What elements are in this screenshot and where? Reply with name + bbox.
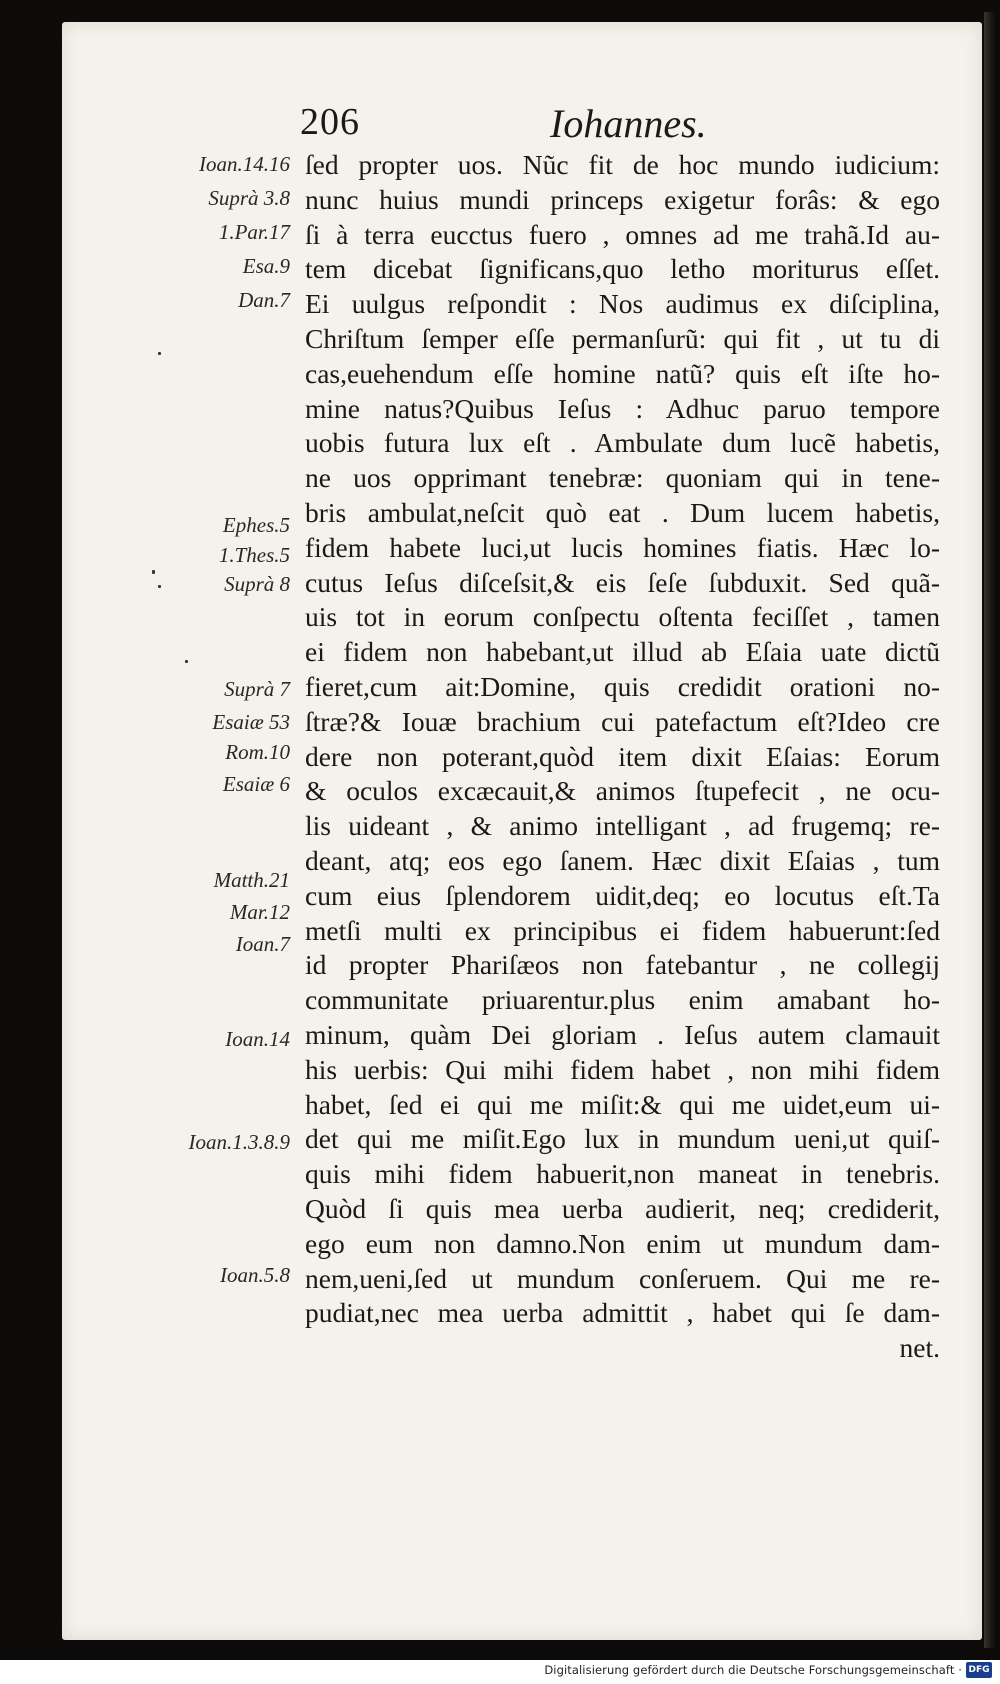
text-line: Ei uulgus reſpondit : Nos audimus ex diſciplina, [305,288,940,320]
text-line: ei fidem non habebant,ut illud ab Eſaia uate dictũ [305,636,940,668]
text-line: habet, ſed ei qui me miſit:& qui me uidet,eum ui- [305,1088,940,1120]
margin-note: Esaiæ 6 [222,772,290,796]
text-line: lis uideant , & animo intelligant , ad frugemq; re- [305,810,940,842]
margin-note: 1.Thes.5 [218,543,290,567]
text-line: tem dicebat ſignificans,quo letho moriturus eſſet. [305,253,940,285]
text-line: mine natus?Quibus Ieſus : Adhuc paruo tempore [305,392,940,424]
text-line: cutus Ieſus diſceſsit,& eis ſeſe ſubduxit. Sed quã- [305,566,940,598]
text-line: nem,ueni,ſed ut mundum conſeruem. Qui me re- [305,1262,940,1294]
margin-note: Matth.21 [213,868,290,892]
margin-note: Ioan.7 [235,932,290,956]
margin-note: Ioan.5.8 [220,1263,290,1287]
margin-notes [140,152,290,1352]
margin-note: Ioan.14 [225,1027,290,1051]
text-line: bris ambulat,neſcit quò eat . Dum lucem habetis, [305,496,940,528]
ink-speck [185,660,188,663]
text-line: fieret,cum ait:Domine, quis credidit orationi no- [305,670,940,702]
text-line: ne uos opprimant tenebræ: quoniam qui in tene- [305,462,940,494]
margin-note: Suprà 3.8 [208,186,290,210]
digitization-credit: Digitalisierung gefördert durch die Deutsche Forschungsgemeinschaft · [544,1663,962,1677]
text-line: cum eius ſplendorem uidit,deq; eo locutus eſt.Ta [305,879,940,911]
text-line: quis mihi fidem habuerit,non maneat in tenebris. [305,1158,940,1190]
text-line: id propter Phariſæos non fatebantur , ne collegij [305,949,940,981]
margin-note: Rom.10 [225,740,290,764]
dfg-logo: DFG [966,1662,992,1678]
ink-speck [152,570,155,574]
ink-speck [158,585,161,588]
margin-note: Esa.9 [242,254,290,278]
margin-note: Suprà 7 [224,677,290,701]
margin-note: Ephes.5 [222,513,290,537]
text-line: nunc huius mundi princeps exigetur forâs: & ego [305,183,940,215]
text-line: net. [899,1332,940,1364]
text-line: ſi à terra eucctus fuero , omnes ad me trahã.Id au- [305,218,940,250]
margin-note: Ioan.14.16 [199,152,290,176]
margin-note: Ioan.1.3.8.9 [188,1130,290,1154]
text-line: his uerbis: Qui mihi fidem habet , non mihi fidem [305,1053,940,1085]
text-line: uis tot in eorum conſpectu oſtenta feciſſet , tamen [305,601,940,633]
text-line: det qui me miſit.Ego lux in mundum ueni,ut quiſ- [305,1123,940,1155]
page-edge [984,12,996,1648]
running-title: Iohannes. [550,101,707,146]
text-line: pudiat,nec mea uerba admittit , habet qui ſe dam- [305,1297,940,1329]
body-text [305,148,940,1366]
text-line: uobis futura lux eſt . Ambulate dum lucẽ habetis, [305,427,940,459]
ink-speck [158,352,161,355]
margin-note: Mar.12 [229,900,290,924]
text-line: & oculos excæcauit,& animos ſtupefecit , ne ocu- [305,775,940,807]
text-line: cas,euehendum eſſe homine natũ? quis eſt iſte ho- [305,357,940,389]
footer-bar [0,1660,1000,1684]
text-line: ſed propter uos. Nũc fit de hoc mundo iudicium: [305,149,940,180]
text-line: minum, quàm Dei gloriam . Ieſus autem clamauit [305,1018,940,1050]
margin-note: Esaiæ 53 [212,710,290,734]
margin-note: Dan.7 [238,288,290,312]
text-line: ego eum non damno.Non enim ut mundum dam- [305,1227,940,1259]
page-number: 206 [300,101,360,143]
margin-note: Suprà 8 [224,572,290,596]
text-line: metſi multi ex principibus ei fidem habuerunt:ſed [305,914,940,946]
text-line: Chriſtum ſemper eſſe permanſurũ: qui fit , ut tu di [305,322,940,354]
text-line: Quòd ſi quis mea uerba audierit, neq; crediderit, [305,1192,940,1224]
text-line: dere non poterant,quòd item dixit Eſaias: Eorum [305,740,940,772]
text-line: deant, atq; eos ego ſanem. Hæc dixit Eſaias , tum [305,844,940,876]
running-head [300,100,707,150]
margin-note: 1.Par.17 [218,220,290,244]
text-line: fidem habete luci,ut lucis homines fiatis. Hæc lo- [305,531,940,563]
text-line: ſtræ?& Iouæ brachium cui patefactum eſt?Ideo cre [305,705,940,737]
text-line: communitate priuarentur.plus enim amabant ho- [305,984,940,1016]
